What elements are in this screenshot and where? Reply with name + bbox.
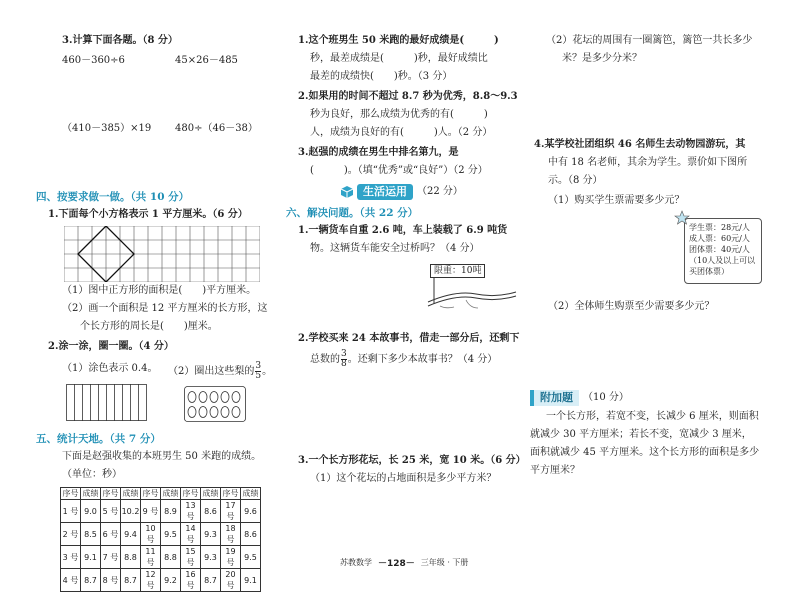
footer-subject: 苏教数学 [340, 558, 372, 567]
price-student: 学生票：28元/人 [689, 223, 750, 232]
table-header-cell: 成绩 [202, 489, 219, 498]
table-cell: 8.9 [161, 500, 181, 523]
table-cell: 9.5 [241, 546, 261, 569]
table-header-cell: 序号 [142, 489, 159, 498]
star-icon [674, 210, 690, 226]
table-cell: 10.2 [121, 500, 141, 523]
stat-q2-line1: 2.如果用的时间不超过 8.7 秒为优秀，8.8～9.3 [298, 91, 518, 102]
bonus-line2: 就减少 30 平方厘米；若长不变，宽减少 3 厘米， [530, 429, 752, 440]
table-cell: 1 号 [61, 500, 81, 523]
table-cell: 8.7 [121, 569, 141, 592]
section-5-title: 五、统计天地。（共 7 分） [36, 433, 161, 445]
table-cell: 15 号 [181, 546, 201, 569]
table-cell: 9.5 [161, 523, 181, 546]
table-header-cell: 序号 [62, 489, 79, 498]
table-cell: 11 号 [141, 546, 161, 569]
table-cell: 19 号 [221, 546, 241, 569]
table-cell: 9 号 [141, 500, 161, 523]
table-cell: 10 号 [141, 523, 161, 546]
q1-title: 1.下面每个小方格表示 1 平方厘米。（6 分） [48, 209, 248, 220]
p4-b: （2）全体师生购票至少需要多少元？ [548, 301, 715, 312]
table-cell: 9.1 [241, 569, 261, 592]
table-cell: 9.6 [241, 500, 261, 523]
p3b-line1: （2）花坛的周围有一圈篱笆，篱笆一共长多少 [546, 35, 753, 46]
table-cell: 9.3 [201, 546, 221, 569]
p2-line2: 总数的 $\frac{3}{8}$ 。还剩下多少本故事书？（4 分） [310, 349, 498, 369]
table-header-cell: 成绩 [122, 489, 139, 498]
bonus-badge: 附加题 [530, 390, 579, 406]
table-cell: 17 号 [221, 500, 241, 523]
table-cell: 8.8 [161, 546, 181, 569]
p4-line1: 4.某学校社团组织 46 名师生去动物园游玩，其 [534, 139, 746, 150]
stripe-rectangle [66, 384, 148, 422]
table-row [61, 569, 261, 592]
calc-2: 45×26－485 [175, 55, 238, 66]
table-cell: 9.4 [121, 523, 141, 546]
price-card [684, 218, 762, 284]
table-cell: 8.8 [121, 546, 141, 569]
table-header-cell: 成绩 [162, 489, 179, 498]
bonus-score: （10 分） [583, 392, 629, 403]
q2-b: （2）圈出这些梨的 $\frac{3}{5}$ 。 [168, 361, 273, 381]
table-cell: 8.5 [81, 523, 101, 546]
life-section-header [340, 184, 463, 200]
table-cell: 8 号 [101, 569, 121, 592]
table-cell: 9.0 [81, 500, 101, 523]
stat-q3-line2: ( )。（填“优秀”或“良好”）（2 分） [310, 165, 488, 176]
calc-1: 460－360÷6 [62, 55, 125, 66]
stat-q1-line2: 秒，最差成绩是( )秒，最好成绩比 [310, 53, 488, 64]
stat-q2-line2: 秒为良好，那么成绩为优秀的有( ) [310, 109, 488, 120]
table-cell: 8.7 [201, 569, 221, 592]
page-footer [340, 556, 468, 569]
bonus-header [530, 390, 629, 406]
calc-3: （410－385）×19 [62, 123, 152, 134]
bonus-line3: 面积就减少 45 平方厘米。这个长方形的面积是多少 [530, 447, 760, 458]
table-cell: 7 号 [101, 546, 121, 569]
p3b-line2: 米？是多少分米？ [562, 53, 642, 64]
stat-q1-line3: 最差的成绩快( )秒。（3 分） [310, 71, 453, 82]
table-row [61, 523, 261, 546]
q2-a: （1）涂色表示 0.4。 [62, 363, 158, 374]
calc-4: 480÷（46－38） [175, 123, 258, 134]
table-cell: 9.3 [201, 523, 221, 546]
footer-grade: 三年级 · 下册 [420, 558, 469, 567]
table-cell: 8.7 [81, 569, 101, 592]
table-cell: 16 号 [181, 569, 201, 592]
page-number: －128－ [378, 559, 415, 569]
table-cell: 3 号 [61, 546, 81, 569]
price-note-1: （10人及以上可以 [689, 256, 756, 265]
table-cell: 9.1 [81, 546, 101, 569]
p2-fraction: $\frac{3}{8}$ [341, 349, 347, 369]
p1-line2: 物。这辆货车能安全过桥吗？（4 分） [310, 243, 480, 254]
pears-illustration [184, 386, 246, 422]
q1-b-line2: 个长方形的周长是( )厘米。 [80, 321, 218, 332]
table-cell: 14 号 [181, 523, 201, 546]
life-score: （22 分） [417, 186, 463, 197]
q3-title: 3.计算下面各题。（8 分） [62, 35, 178, 46]
bonus-line4: 平方厘米？ [530, 465, 580, 476]
q1-a: （1）图中正方形的面积是( )平方厘米。 [62, 285, 257, 296]
sec5-line2: （单位：秒） [62, 469, 122, 480]
score-table [60, 487, 261, 592]
table-row [61, 500, 261, 523]
table-cell: 4 号 [61, 569, 81, 592]
table-row [61, 546, 261, 569]
table-header-cell: 序号 [102, 489, 119, 498]
table-cell: 5 号 [101, 500, 121, 523]
p4-line2: 中有 18 名老师，其余为学生。票价如下图所 [548, 157, 748, 168]
p4-a: （1）购买学生票需要多少元？ [548, 195, 685, 206]
bonus-line1: 一个长方形，若宽不变，长减少 6 厘米，则面积 [546, 411, 759, 422]
price-note-2: 买团体票） [689, 267, 729, 276]
weight-limit-sign: 限重：10吨 [430, 264, 485, 278]
table-cell: 8.6 [241, 523, 261, 546]
p4-line3: 示。（8 分） [548, 175, 603, 186]
section-6-title: 六、解决问题。（共 22 分） [286, 207, 419, 219]
table-cell: 18 号 [221, 523, 241, 546]
section-4-title: 四、按要求做一做。（共 10 分） [36, 191, 190, 203]
table-cell: 2 号 [61, 523, 81, 546]
p3-line2: （1）这个花坛的占地面积是多少平方米？ [310, 473, 497, 484]
table-header-cell: 成绩 [242, 489, 259, 498]
stat-q1-line1: 1.这个班男生 50 米跑的最好成绩是( ) [298, 35, 499, 46]
table-header-cell: 序号 [222, 489, 239, 498]
stat-q2-line3: 人，成绩为良好的有( )人。（2 分） [310, 127, 493, 138]
p3-line1: 3.一个长方形花坛，长 25 米，宽 10 米。（6 分） [298, 455, 526, 466]
q1-b-line1: （2）画一个面积是 12 平方厘米的长方形，这 [62, 303, 268, 314]
stat-q3-line1: 3.赵强的成绩在男生中排名第九，是 [298, 147, 459, 158]
table-header-cell: 序号 [182, 489, 199, 498]
p1-line1: 1.一辆货车自重 2.6 吨，车上装载了 6.9 吨货 [298, 225, 508, 236]
q2-title: 2.涂一涂，圈一圈。（4 分） [48, 341, 174, 352]
table-cell: 20 号 [221, 569, 241, 592]
table-cell: 6 号 [101, 523, 121, 546]
table-cell: 8.6 [201, 500, 221, 523]
p2-line1: 2.学校买来 24 本故事书，借走一部分后，还剩下 [298, 333, 520, 344]
table-cell: 13 号 [181, 500, 201, 523]
q2-fraction: $\frac{3}{5}$ [255, 361, 262, 381]
table-cell: 12 号 [141, 569, 161, 592]
table-header-cell: 成绩 [82, 489, 99, 498]
cube-icon [340, 185, 354, 199]
table-header-row [61, 488, 261, 500]
price-group: 团体票：40元/人 [689, 245, 750, 254]
table-cell: 9.2 [161, 569, 181, 592]
square-grid [64, 226, 260, 282]
price-adult: 成人票：60元/人 [689, 234, 750, 243]
life-badge: 生活运用 [357, 184, 413, 200]
sec5-line1: 下面是赵强收集的本班男生 50 米跑的成绩。 [62, 451, 262, 462]
